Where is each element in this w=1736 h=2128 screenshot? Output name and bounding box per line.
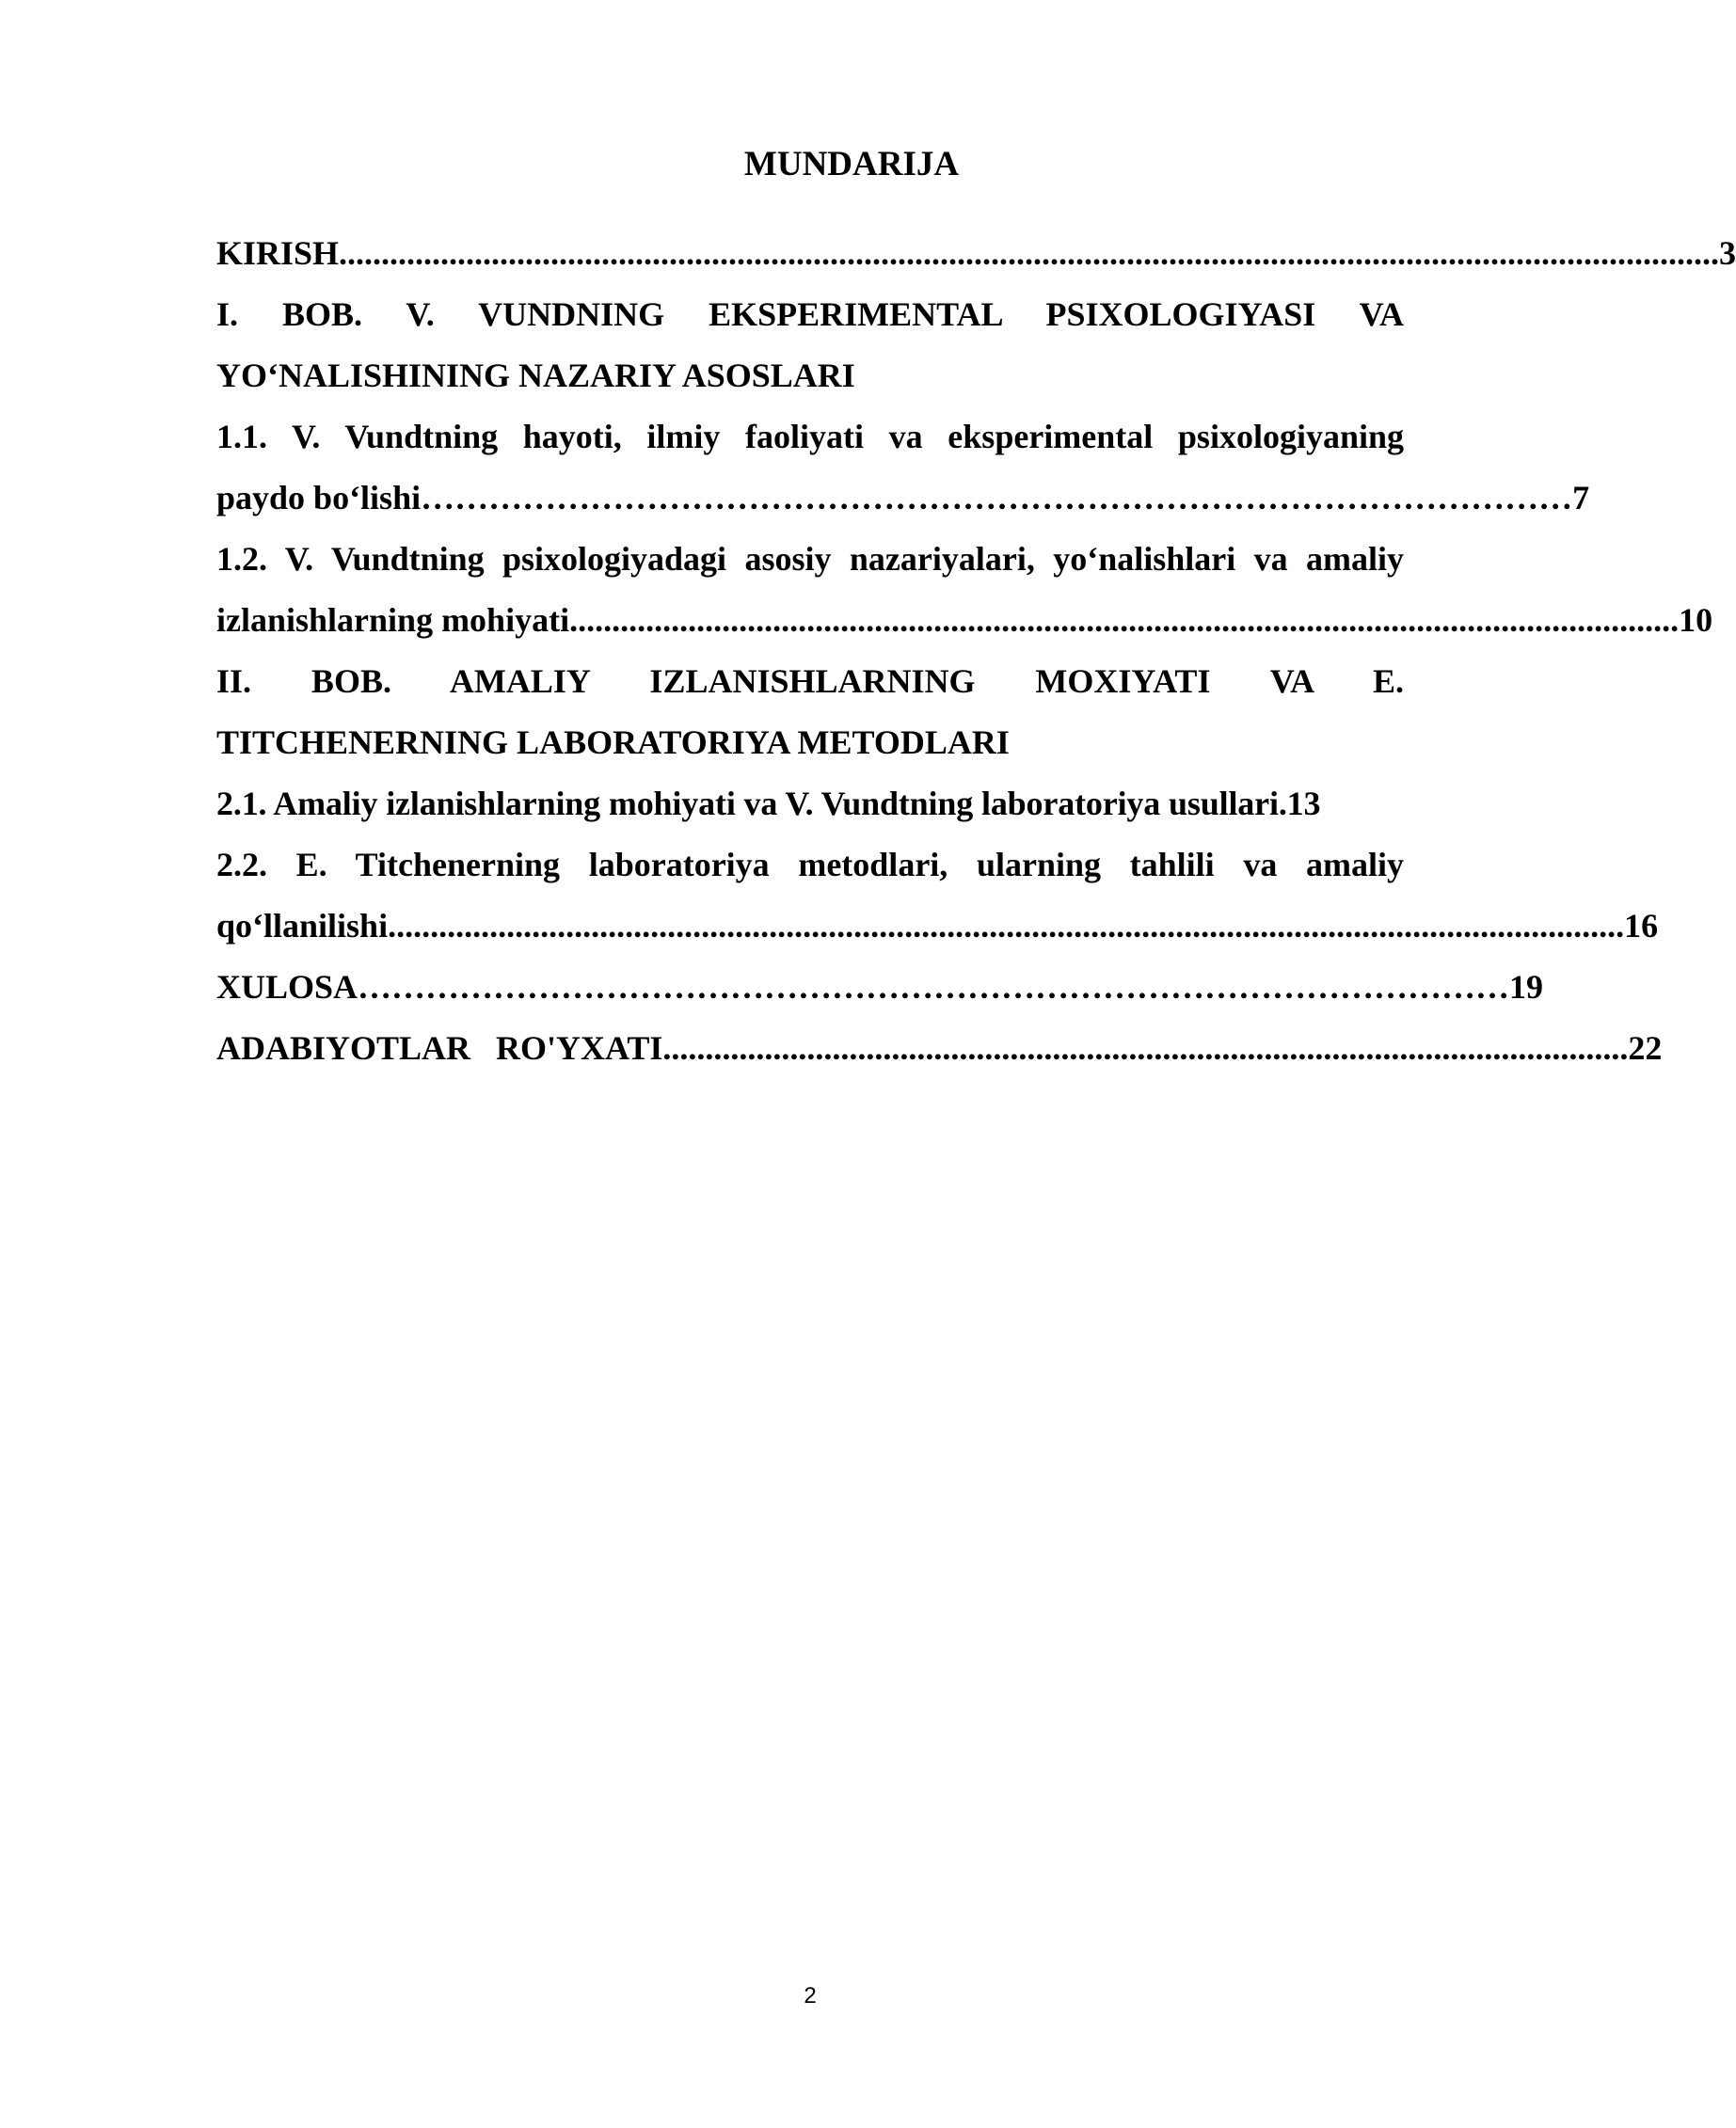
toc-section-2-1[interactable]: 2.1. Amaliy izlanishlarning mohiyati va V. Vundtning laboratoriya usullari.13 [216,785,1321,822]
toc-entry-xulosa[interactable] [216,957,1544,1018]
toc-section-1-1-line-1[interactable]: 1.1. V. Vundtning hayoti, ilmiy faoliyati va eksperimental psixologiyaning [216,418,1404,455]
toc-leader-dots: ………………………………………………………………………………………… [358,968,1510,1006]
page-title: MUNDARIJA [743,145,960,183]
toc-chapter-2-line-2[interactable]: TITCHENERNING LABORATORIYA METODLARI [216,723,1010,761]
toc-leader-dots: ………………………………………………………………………………………… [421,479,1573,516]
toc-leader-dots: ................................................................................................................................... [569,601,1680,639]
toc-page-number: 22 [1628,1029,1663,1067]
toc-entry-label: qo‘llanilishi [216,907,389,945]
toc-leader-dots: .................................................................................................................. [662,1029,1629,1067]
toc-section-1-2-line-1[interactable]: 1.2. V. Vundtning psixologiyadagi asosiy nazariyalari, yo‘nalishlari va amaliy [216,540,1404,578]
toc-page-number: 19 [1509,968,1544,1006]
toc-chapter-1-line-2[interactable]: YO‘NALISHINING NAZARIY ASOSLARI [216,357,855,394]
toc-entry-label: paydo bo‘lishi [216,479,422,516]
toc-entry-kirish[interactable] [216,223,1736,284]
toc-entry-adabiyotlar[interactable] [216,1018,1663,1079]
toc-chapter-2-line-1[interactable]: II. BOB. AMALIY IZLANISHLARNING MOXIYATI VA E. [216,662,1404,700]
toc-section-2-2-line-1[interactable]: 2.2. E. Titchenerning laboratoriya metodlari, ularning tahlili va amaliy [216,846,1404,883]
table-of-contents [216,223,1736,1079]
toc-leader-dots: ................................................................................................................................................................... [339,234,1720,272]
toc-entry-label: KIRISH [216,234,340,272]
toc-page-number: 16 [1624,907,1659,945]
toc-entry-label: ADABIYOTLAR RO'YXATI [216,1029,663,1067]
toc-section-2-2-line-2[interactable] [216,896,1659,957]
toc-leader-dots: .................................................................................................................................................. [388,907,1625,945]
toc-page-number: 3 [1719,234,1736,272]
toc-chapter-1-line-1[interactable]: I. BOB. V. VUNDNING EKSPERIMENTAL PSIXOLOGIYASI VA [216,295,1404,333]
page-number: 2 [804,1983,817,2009]
toc-section-1-1-line-2[interactable] [216,468,1590,529]
toc-page-number: 10 [1679,601,1713,639]
toc-section-1-2-line-2[interactable] [216,590,1713,651]
toc-entry-label: izlanishlarning mohiyati [216,601,570,639]
toc-entry-label: XULOSA [216,968,358,1006]
toc-page-number: 7 [1572,479,1590,516]
